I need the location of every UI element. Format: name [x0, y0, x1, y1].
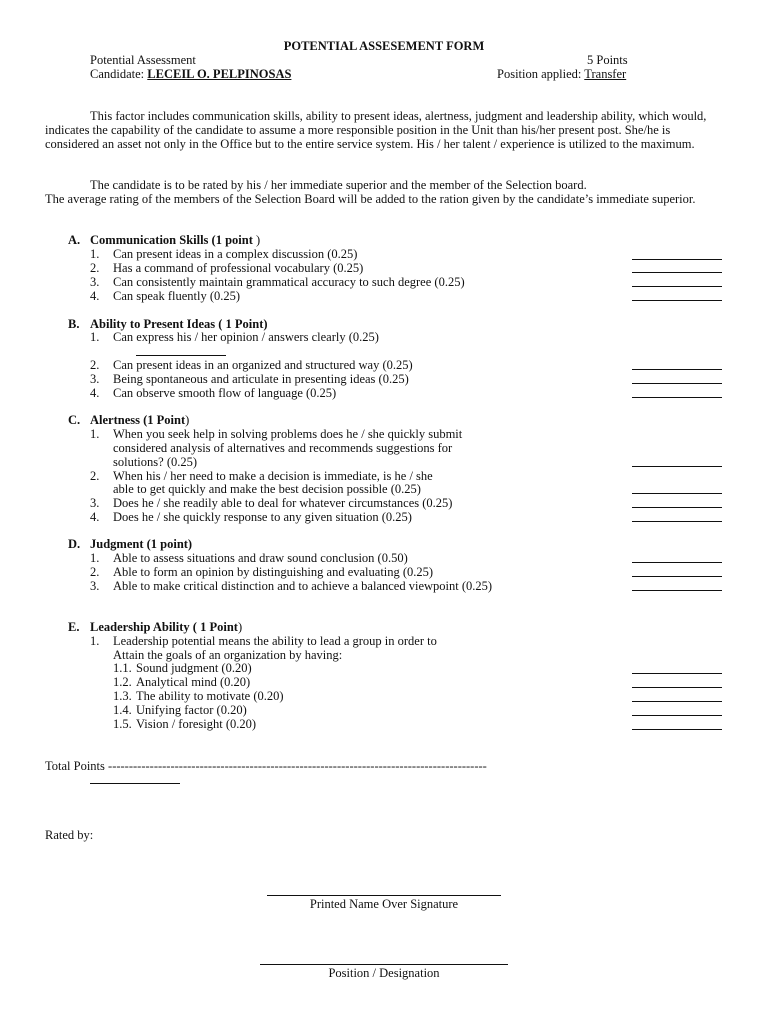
list-item: Can observe smooth flow of language (0.25) [113, 386, 337, 400]
rating-blank-b4[interactable] [632, 397, 722, 398]
sub-item-num: 1.5. [113, 717, 132, 731]
list-item-num: 2. [90, 469, 100, 483]
rating-blank-e1[interactable] [632, 673, 722, 674]
sub-item: The ability to motivate (0.20) [136, 689, 284, 703]
rating-blank-c3[interactable] [632, 507, 722, 508]
sub-item: Vision / foresight (0.20) [136, 717, 257, 731]
list-item-num: 4. [90, 510, 100, 524]
position-caption: Position / Designation [328, 966, 440, 980]
rating-blank-a2[interactable] [632, 272, 722, 273]
list-item-num: 2. [90, 358, 100, 372]
list-item: Able to make critical distinction and to achieve a balanced viewpoint (0.25) [113, 579, 493, 593]
list-item-num: 1. [90, 551, 100, 565]
list-item: Has a command of professional vocabulary (0.25) [113, 261, 364, 275]
list-item: Leadership potential means the ability to lead a group in order to [113, 634, 437, 648]
sub-item-num: 1.2. [113, 675, 132, 689]
list-item: Can present ideas in a complex discussion (0.25) [113, 247, 358, 261]
list-item-num: 3. [90, 372, 100, 386]
list-item: Can consistently maintain grammatical accuracy to such degree (0.25) [113, 275, 465, 289]
rating-blank-e4[interactable] [632, 715, 722, 716]
rated-by-label: Rated by: [45, 828, 94, 842]
candidate-name: LECEIL O. PELPINOSAS [147, 67, 292, 81]
rating-blank-a1[interactable] [632, 259, 722, 260]
rating-blank-b1[interactable] [136, 355, 226, 356]
list-item-continued: Attain the goals of an organization by having: [113, 648, 343, 662]
list-item: Able to form an opinion by distinguishing and evaluating (0.25) [113, 565, 434, 579]
list-item-num: 3. [90, 496, 100, 510]
list-item-continued: considered analysis of alternatives and recommends suggestions for [113, 441, 453, 455]
sub-item: Analytical mind (0.20) [136, 675, 251, 689]
signature-line[interactable] [267, 895, 501, 896]
list-item: When his / her need to make a decision is immediate, is he / she [113, 469, 433, 483]
list-item-continued: able to get quickly and make the best decision possible (0.25) [113, 482, 421, 496]
position-row [497, 67, 626, 81]
rating-blank-e3[interactable] [632, 701, 722, 702]
list-item: Does he / she quickly response to any given situation (0.25) [113, 510, 412, 524]
total-points-label: Total Points [45, 759, 105, 773]
list-item-num: 4. [90, 386, 100, 400]
list-item: Can present ideas in an organized and structured way (0.25) [113, 358, 413, 372]
section-d-heading: Judgment (1 point) [90, 537, 193, 551]
rating-blank-c2[interactable] [632, 493, 722, 494]
list-item: Can speak fluently (0.25) [113, 289, 241, 303]
section-c-heading: Alertness (1 Point) [90, 413, 190, 427]
list-item: Able to assess situations and draw sound conclusion (0.50) [113, 551, 408, 565]
sub-item: Unifying factor (0.20) [136, 703, 247, 717]
signature-caption: Printed Name Over Signature [309, 897, 459, 911]
intro-paragraph-1: This factor includes communication skills, ability to present ideas, alertness, judgment and leadership ability, which would, indicates the capability of the candidate to assume a more responsible position in the Unit than his/her present post. She/he is considered an asset not only in the Office but to the entire service system. His / her talent / experience is utilized to the maximum. [45, 109, 707, 151]
rating-blank-a3[interactable] [632, 286, 722, 287]
rating-blank-a4[interactable] [632, 300, 722, 301]
position-line[interactable] [260, 964, 508, 965]
list-item-num: 1. [90, 634, 100, 648]
list-item: Being spontaneous and articulate in presenting ideas (0.25) [113, 372, 409, 386]
points-label: 5 Points [587, 53, 628, 67]
total-points-blank[interactable] [90, 783, 180, 784]
form-title: POTENTIAL ASSESEMENT FORM [283, 39, 485, 53]
list-item-num: 3. [90, 275, 100, 289]
list-item: When you seek help in solving problems does he / she quickly submit [113, 427, 463, 441]
rating-blank-d2[interactable] [632, 576, 722, 577]
rating-blank-d3[interactable] [632, 590, 722, 591]
sub-item-num: 1.4. [113, 703, 132, 717]
section-e-letter: E. [68, 620, 80, 634]
sub-item-num: 1.1. [113, 661, 132, 675]
section-d-letter: D. [68, 537, 81, 551]
rating-blank-c4[interactable] [632, 521, 722, 522]
list-item-num: 1. [90, 247, 100, 261]
rating-blank-e2[interactable] [632, 687, 722, 688]
intro-paragraph-2-first-line: The candidate is to be rated by his / her immediate superior and the member of the Selection board. [90, 178, 587, 192]
list-item-num: 1. [90, 330, 100, 344]
total-points-dashes: ------------------------------------------------------------------------------------------- [108, 759, 487, 773]
section-a-letter: A. [68, 233, 81, 247]
position-label: Position applied: [497, 67, 582, 81]
section-e-heading: Leadership Ability ( 1 Point) [90, 620, 243, 634]
list-item-num: 2. [90, 261, 100, 275]
rating-blank-c1[interactable] [632, 466, 722, 467]
section-b-letter: B. [68, 317, 80, 331]
list-item: Can express his / her opinion / answers clearly (0.25) [113, 330, 379, 344]
candidate-row [90, 67, 291, 81]
list-item-continued: solutions? (0.25) [113, 455, 198, 469]
section-b-heading: Ability to Present Ideas ( 1 Point) [90, 317, 268, 331]
sub-item: Sound judgment (0.20) [136, 661, 252, 675]
list-item-num: 3. [90, 579, 100, 593]
position-value: Transfer [584, 67, 627, 81]
list-item: Does he / she readily able to deal for whatever circumstances (0.25) [113, 496, 453, 510]
candidate-label: Candidate: [90, 67, 145, 81]
total-points-row [45, 759, 487, 773]
rating-blank-b2[interactable] [632, 369, 722, 370]
rating-blank-d1[interactable] [632, 562, 722, 563]
list-item-num: 2. [90, 565, 100, 579]
sub-item-num: 1.3. [113, 689, 132, 703]
section-c-letter: C. [68, 413, 81, 427]
rating-blank-e5[interactable] [632, 729, 722, 730]
rating-blank-b3[interactable] [632, 383, 722, 384]
section-a-heading: Communication Skills (1 point ) [90, 233, 261, 247]
intro-paragraph-2-rest: The average rating of the members of the Selection Board will be added to the ration given by the candidate’s immediate superior. [45, 192, 696, 206]
form-subtitle: Potential Assessment [90, 53, 196, 67]
list-item-num: 4. [90, 289, 100, 303]
list-item-num: 1. [90, 427, 100, 441]
